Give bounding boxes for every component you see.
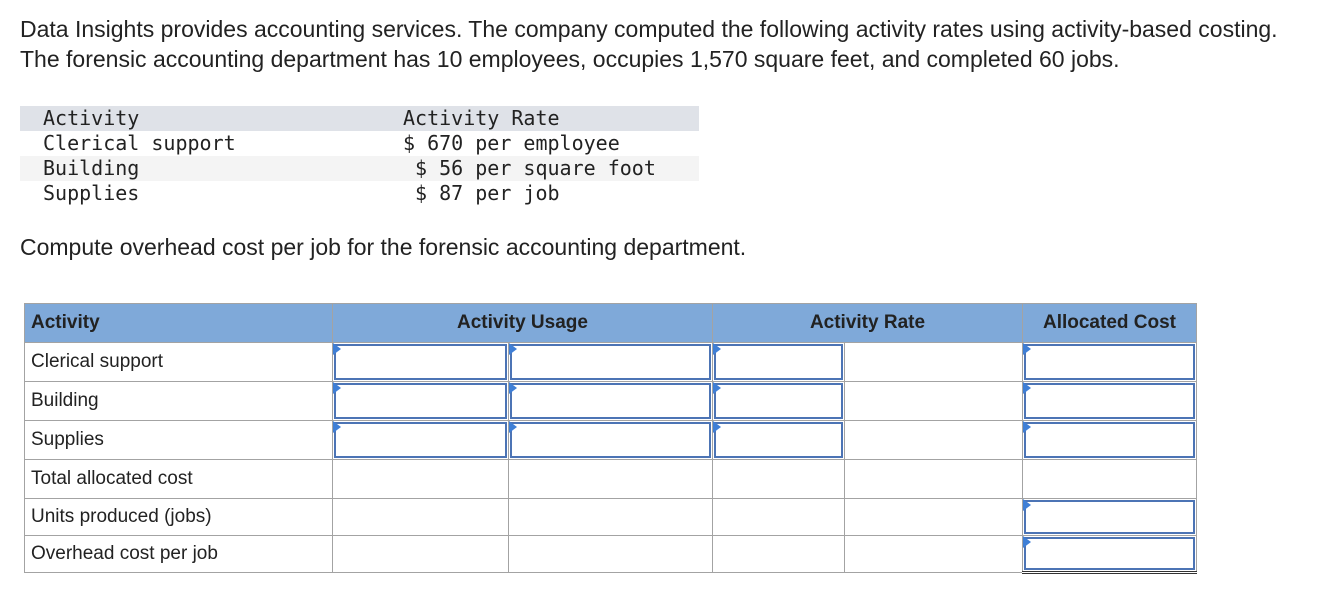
supplies-allocated-input[interactable]	[1026, 424, 1193, 456]
input-marker-icon	[713, 343, 721, 355]
supplies-usage-unit-input[interactable]	[512, 424, 709, 456]
clerical-rate-input[interactable]	[716, 346, 841, 378]
row-label: Supplies	[25, 421, 333, 460]
row-label: Building	[25, 382, 333, 421]
table-row-overhead-per-job	[25, 536, 1197, 573]
input-marker-icon	[713, 382, 721, 394]
table-row-building	[25, 382, 1197, 421]
rate-value: $ 670 per employee	[403, 131, 620, 155]
rate-table-header	[20, 106, 699, 131]
building-usage-unit-input[interactable]	[512, 385, 709, 417]
input-marker-icon	[713, 421, 721, 433]
header-allocated-cost: Allocated Cost	[1023, 304, 1197, 343]
row-label: Total allocated cost	[25, 460, 333, 499]
input-marker-icon	[509, 421, 517, 433]
question-prompt: Compute overhead cost per job for the forensic accounting department.	[20, 234, 747, 260]
rate-row-clerical	[20, 131, 699, 156]
rate-activity: Building	[43, 156, 140, 180]
table-row-total	[25, 460, 1197, 499]
table-row-clerical	[25, 343, 1197, 382]
clerical-usage-input[interactable]	[336, 346, 505, 378]
supplies-usage-input[interactable]	[336, 424, 505, 456]
rate-header-activity: Activity	[43, 106, 140, 130]
rate-row-supplies	[20, 181, 699, 206]
input-marker-icon	[1023, 536, 1031, 548]
problem-intro: Data Insights provides accounting services. The company computed the following activity rates using activity-based costing. The forensic accounting department has 10 employees, occupies 1,570 square feet, and completed 60 jobs.	[20, 16, 1278, 72]
units-produced-input[interactable]	[1026, 502, 1193, 532]
overhead-per-job-input[interactable]	[1026, 539, 1193, 568]
building-allocated-input[interactable]	[1026, 385, 1193, 417]
rate-value: $ 87 per job	[403, 181, 560, 205]
rate-row-building	[20, 156, 699, 181]
rate-value: $ 56 per square foot	[403, 156, 656, 180]
header-activity: Activity	[25, 304, 333, 343]
clerical-usage-unit-input[interactable]	[512, 346, 709, 378]
input-marker-icon	[1023, 382, 1031, 394]
input-marker-icon	[509, 343, 517, 355]
row-label: Units produced (jobs)	[25, 499, 333, 536]
input-marker-icon	[509, 382, 517, 394]
clerical-allocated-input[interactable]	[1026, 346, 1193, 378]
rate-header-rate: Activity Rate	[403, 106, 560, 130]
input-marker-icon	[1023, 499, 1031, 511]
input-marker-icon	[333, 421, 341, 433]
input-marker-icon	[1023, 421, 1031, 433]
answer-table	[24, 303, 1197, 574]
rate-activity: Supplies	[43, 181, 140, 205]
activity-rate-table	[20, 106, 699, 206]
input-marker-icon	[333, 343, 341, 355]
rate-activity: Clerical support	[43, 131, 236, 155]
building-usage-input[interactable]	[336, 385, 505, 417]
input-marker-icon	[333, 382, 341, 394]
table-row-units	[25, 499, 1197, 536]
input-marker-icon	[1023, 343, 1031, 355]
row-label: Clerical support	[25, 343, 333, 382]
row-label: Overhead cost per job	[25, 536, 333, 573]
building-rate-input[interactable]	[716, 385, 841, 417]
header-activity-rate: Activity Rate	[713, 304, 1023, 343]
table-row-supplies	[25, 421, 1197, 460]
header-activity-usage: Activity Usage	[333, 304, 713, 343]
supplies-rate-input[interactable]	[716, 424, 841, 456]
